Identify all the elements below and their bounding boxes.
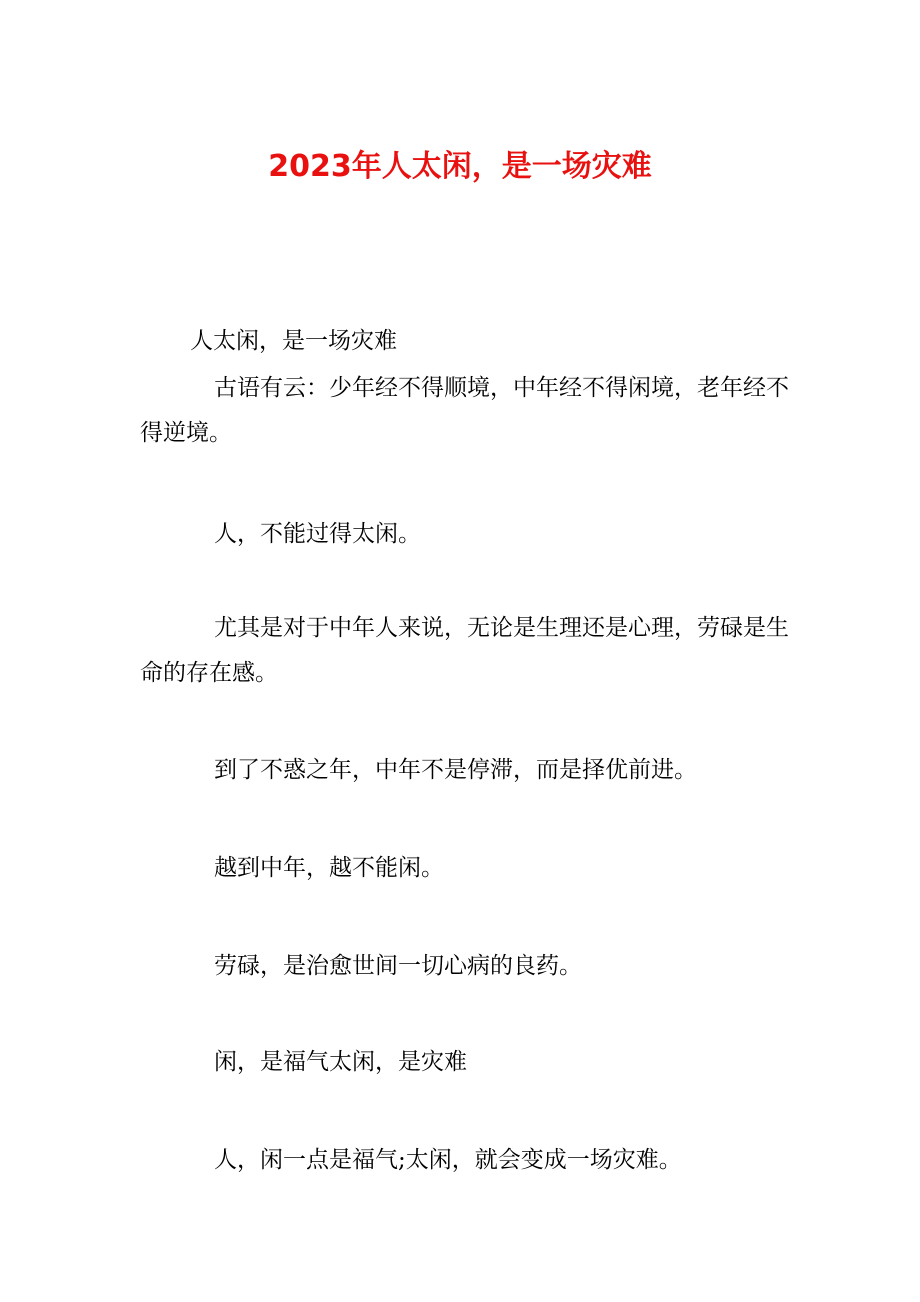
paragraph: 古语有云：少年经不得顺境，中年经不得闲境，老年经不得逆境。 [140, 375, 789, 446]
paragraph: 越到中年，越不能闲。 [214, 855, 444, 881]
paragraph: 闲，是福气太闲，是灾难 [214, 1049, 467, 1075]
paragraph: 尤其是对于中年人来说，无论是生理还是心理，劳碌是生命的存在感。 [140, 615, 789, 686]
document-title: 2023年人太闲，是一场灾难 [268, 149, 652, 184]
paragraph: 人，不能过得太闲。 [214, 521, 421, 547]
paragraph: 人，闲一点是福气;太闲，就会变成一场灾难。 [214, 1147, 682, 1173]
paragraph-subtitle: 人太闲，是一场灾难 [190, 328, 397, 354]
paragraph: 到了不惑之年，中年不是停滞，而是择优前进。 [214, 757, 697, 783]
paragraph: 劳碌，是治愈世间一切心病的良药。 [214, 953, 582, 979]
